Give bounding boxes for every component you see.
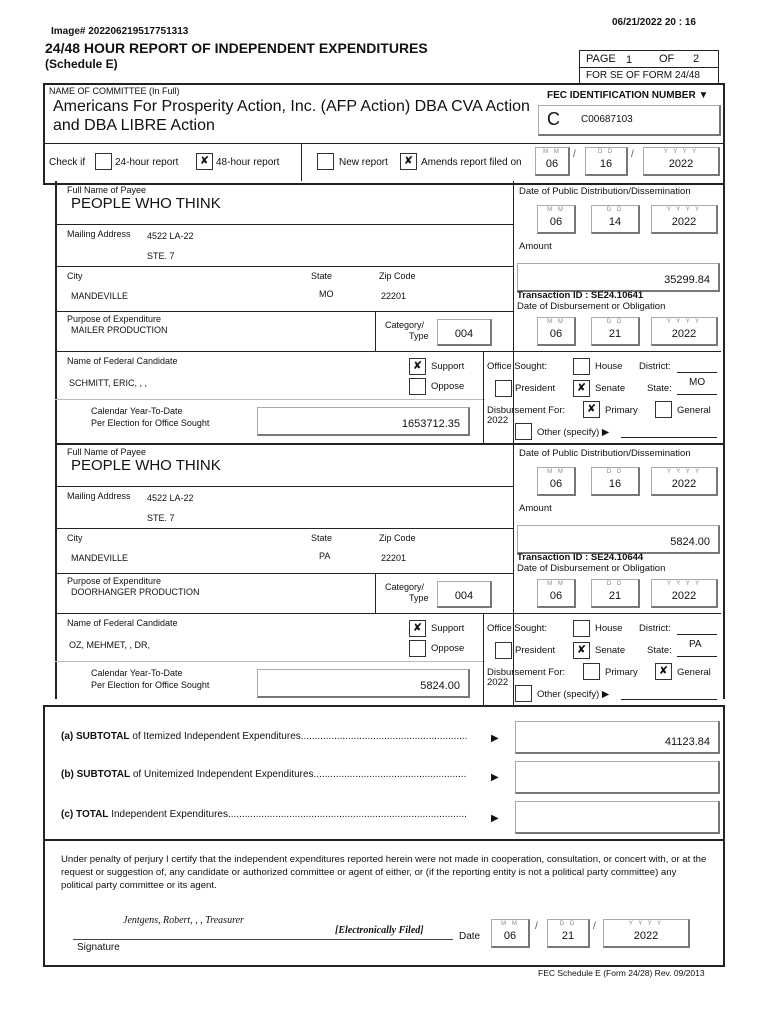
- check-if-label: Check if: [49, 157, 86, 168]
- subtotal-a-arrow: ▶: [491, 733, 499, 744]
- 48-hour-label: 48-hour report: [216, 157, 280, 168]
- category-value: 004: [454, 590, 474, 602]
- category-field[interactable]: [437, 581, 492, 608]
- general-checkbox[interactable]: [655, 401, 672, 418]
- page-number-box: [579, 50, 719, 84]
- type-label: Type: [409, 593, 429, 603]
- dist-mm-field[interactable]: [537, 205, 576, 234]
- disb-mm-field[interactable]: [537, 317, 576, 346]
- other-checkbox[interactable]: [515, 685, 532, 702]
- rule: [55, 613, 721, 614]
- other-label: Other (specify) ▶: [537, 689, 610, 700]
- total-c-field[interactable]: [515, 801, 720, 834]
- payee-label: Full Name of Payee: [67, 185, 147, 195]
- certification-text: Under penalty of perjury I certify that the independent expenditures reported herein were not made in cooperation, consultation, or concert with, or at the request or suggestion of, any candidate or authorized committee or agent of either, or (if the reporting entity is not a political party committee) any political party committee or its agent.: [61, 854, 707, 891]
- cytd-value: 1653712.35: [401, 418, 460, 430]
- rule: [55, 266, 513, 267]
- fec-prefix: C: [547, 109, 560, 129]
- city-label: City: [67, 533, 83, 543]
- rule: [621, 699, 717, 700]
- cytd-label1: Calendar Year-To-Date: [91, 668, 183, 678]
- fec-id-label: FEC IDENTIFICATION NUMBER ▼: [547, 90, 709, 101]
- president-checkbox[interactable]: [495, 380, 512, 397]
- cert-yyyy-field[interactable]: Y Y Y Y 2022: [603, 919, 690, 948]
- amount-value: 35299.84: [664, 274, 710, 286]
- primary-checkbox[interactable]: [583, 663, 600, 680]
- rule: [55, 528, 513, 529]
- zip-label: Zip Code: [379, 271, 416, 281]
- rule: [677, 394, 717, 395]
- page-total: 2: [693, 53, 700, 65]
- disb-mm-field-value: 06: [549, 590, 563, 602]
- cytd-label2: Per Election for Office Sought: [91, 680, 210, 690]
- dist-yyyy-field-value: 2022: [671, 478, 697, 490]
- dist-mm-field[interactable]: [537, 467, 576, 496]
- dist-dd-field-label: D D: [606, 207, 624, 213]
- purpose-value: DOORHANGER PRODUCTION: [71, 587, 200, 597]
- rule: [375, 573, 376, 613]
- zip-value: 22201: [381, 291, 407, 301]
- oppose-label: Oppose: [431, 381, 465, 392]
- rule: [55, 311, 513, 312]
- cytd-label1: Calendar Year-To-Date: [91, 406, 183, 416]
- zip-value: 22201: [381, 553, 407, 563]
- cert-dd-field[interactable]: D D 21: [547, 919, 590, 948]
- cytd-field[interactable]: [257, 407, 470, 436]
- page-of: OF: [659, 53, 675, 65]
- fec-id-field[interactable]: [538, 105, 721, 136]
- category-value: 004: [454, 328, 474, 340]
- category-field[interactable]: [437, 319, 492, 346]
- candidate-label: Name of Federal Candidate: [67, 618, 178, 628]
- dist-dd-field-label: D D: [606, 469, 624, 475]
- support-label: Support: [431, 623, 465, 634]
- disb-dd-field-value: 21: [608, 590, 622, 602]
- dist-date-label: Date of Public Distribution/Dissemination: [519, 186, 691, 197]
- cytd-value: 5824.00: [420, 680, 460, 692]
- other-checkbox[interactable]: [515, 423, 532, 440]
- disb-mm-field[interactable]: [537, 579, 576, 608]
- subtotal-b-field[interactable]: [515, 761, 720, 794]
- disb-date-label: Date of Disbursement or Obligation: [517, 563, 666, 574]
- cert-date-label: Date: [459, 931, 481, 942]
- form-footer: FEC Schedule E (Form 24/28) Rev. 09/2013: [538, 968, 705, 978]
- cert-mm-field[interactable]: M M 06: [491, 919, 530, 948]
- city-label: City: [67, 271, 83, 281]
- rule: [677, 634, 717, 635]
- rule: [55, 399, 485, 400]
- dist-dd-field-value: 14: [608, 216, 622, 228]
- disb-dd-field-label: D D: [606, 581, 624, 587]
- rule: [513, 181, 514, 443]
- amends-label: Amends report filed on: [421, 157, 522, 168]
- dist-dd-field-value: 16: [608, 478, 622, 490]
- dist-yyyy-field-label: Y Y Y Y: [666, 207, 702, 213]
- state-sought-label: State:: [647, 383, 672, 394]
- rule: [375, 311, 376, 351]
- disb-mm-field-label: M M: [547, 581, 565, 587]
- house-label: House: [595, 361, 623, 372]
- mailing-label: Mailing Address: [67, 229, 131, 239]
- page-subtitle: (Schedule E): [45, 57, 118, 71]
- senate-checkbox[interactable]: ✘: [573, 642, 590, 659]
- city-value: MANDEVILLE: [71, 291, 129, 301]
- committee-name-line1: Americans For Prosperity Action, Inc. (AFP Action) DBA CVA Action: [53, 98, 530, 115]
- house-label: House: [595, 623, 623, 634]
- support-label: Support: [431, 361, 465, 372]
- president-label: President: [515, 645, 556, 656]
- rule: [55, 573, 513, 574]
- rule: [513, 443, 514, 705]
- for-se-label: FOR SE OF FORM 24/48: [586, 70, 700, 81]
- oppose-checkbox[interactable]: [409, 378, 426, 395]
- state-sought-value: PA: [689, 639, 702, 650]
- amount-label: Amount: [519, 241, 552, 252]
- page-num: 1: [626, 54, 633, 66]
- fec-id: C00687103: [581, 114, 633, 125]
- dist-mm-field-value: 06: [549, 478, 563, 490]
- rule: [483, 613, 484, 705]
- new-report-label: New report: [339, 157, 388, 168]
- subtotal-b-label: (b) SUBTOTAL of Unitemized Independent Expenditures.......................................................: [61, 769, 467, 780]
- disb-yyyy-field-label: Y Y Y Y: [666, 581, 702, 587]
- disb-yyyy-field-value: 2022: [671, 328, 697, 340]
- office-sought-label: Office Sought:: [487, 361, 548, 372]
- candidate-name: SCHMITT, ERIC, , ,: [69, 378, 148, 388]
- address-line1: 4522 LA-22: [147, 493, 194, 503]
- senate-label: Senate: [595, 383, 626, 394]
- address-line2: STE. 7: [147, 251, 175, 261]
- amends-dd-field[interactable]: D D 16: [585, 147, 628, 176]
- amount-field[interactable]: [517, 525, 720, 554]
- zip-label: Zip Code: [379, 533, 416, 543]
- district-label: District:: [639, 361, 671, 372]
- candidate-label: Name of Federal Candidate: [67, 356, 178, 366]
- purpose-value: MAILER PRODUCTION: [71, 325, 168, 335]
- senate-checkbox[interactable]: ✘: [573, 380, 590, 397]
- committee-box: NAME OF COMMITTEE (In Full) Americans For Prosperity Action, Inc. (AFP Action) DBA CVA Action and DBA LIBRE Action FEC IDENTIFICATION NUMBER ▼ C C00687103 Check if 24-hour report ✘ 48-hour report New report ✘ Amends report filed on M M 06 / D D 16 / Y Y Y Y 2022: [43, 83, 725, 185]
- disb-dd-field[interactable]: [591, 579, 640, 608]
- subtotal-a-field[interactable]: 41123.84: [515, 721, 720, 754]
- general-checkbox[interactable]: ✘: [655, 663, 672, 680]
- state-value: PA: [319, 551, 331, 561]
- 48-hour-checkbox[interactable]: ✘: [196, 153, 213, 170]
- subtotal-a-label: (a) SUBTOTAL of Itemized Independent Expenditures............................................................: [61, 731, 468, 742]
- city-value: MANDEVILLE: [71, 553, 129, 563]
- transaction-id: Transaction ID : SE24.10641: [517, 290, 644, 301]
- page-title: 24/48 HOUR REPORT OF INDEPENDENT EXPENDITURES: [45, 40, 428, 56]
- rule: [677, 656, 717, 657]
- district-label: District:: [639, 623, 671, 634]
- type-label: Type: [409, 331, 429, 341]
- state-value: MO: [319, 289, 334, 299]
- state-sought-value: MO: [689, 377, 706, 388]
- house-checkbox[interactable]: [573, 358, 590, 375]
- new-report-checkbox[interactable]: [317, 153, 334, 170]
- rule: [483, 351, 484, 443]
- house-checkbox[interactable]: [573, 620, 590, 637]
- committee-name-line2: and DBA LIBRE Action: [53, 117, 215, 134]
- amends-mm-field[interactable]: M M 06: [535, 147, 570, 176]
- election-year: 2022: [487, 677, 509, 688]
- rule: [55, 351, 721, 352]
- amends-checkbox[interactable]: ✘: [400, 153, 417, 170]
- support-checkbox[interactable]: ✘: [409, 358, 426, 375]
- payee-name: PEOPLE WHO THINK: [71, 195, 221, 212]
- state-label: State: [311, 533, 333, 543]
- total-c-label: (c) TOTAL Independent Expenditures......................................................................................: [61, 809, 467, 820]
- oppose-label: Oppose: [431, 643, 465, 654]
- disb-yyyy-field[interactable]: [651, 579, 718, 608]
- entry-block: [55, 181, 721, 443]
- disb-dd-field-value: 21: [608, 328, 622, 340]
- rule: [55, 224, 513, 225]
- amount-label: Amount: [519, 503, 552, 514]
- signature-label: Signature: [77, 942, 120, 953]
- dist-date-label: Date of Public Distribution/Dissemination: [519, 448, 691, 459]
- dist-yyyy-field-value: 2022: [671, 216, 697, 228]
- address-line2: STE. 7: [147, 513, 175, 523]
- rule: [677, 372, 717, 373]
- disb-dd-field-label: D D: [606, 319, 624, 325]
- dist-mm-field-label: M M: [547, 469, 565, 475]
- purpose-label: Purpose of Expenditure: [67, 314, 162, 324]
- disb-for-label: Disbursement For:: [487, 405, 566, 416]
- disb-mm-field-value: 06: [549, 328, 563, 340]
- 24-hour-label: 24-hour report: [115, 157, 179, 168]
- dist-dd-field[interactable]: [591, 205, 640, 234]
- president-checkbox[interactable]: [495, 642, 512, 659]
- state-sought-label: State:: [647, 645, 672, 656]
- purpose-label: Purpose of Expenditure: [67, 576, 162, 586]
- office-sought-label: Office Sought:: [487, 623, 548, 634]
- amends-yyyy-field[interactable]: Y Y Y Y 2022: [643, 147, 720, 176]
- entry-block: [55, 443, 721, 705]
- dist-mm-field-label: M M: [547, 207, 565, 213]
- signer-name: Jentgens, Robert, , , Treasurer: [123, 915, 244, 926]
- dist-mm-field-value: 06: [549, 216, 563, 228]
- disb-yyyy-field[interactable]: [651, 317, 718, 346]
- disb-yyyy-field-label: Y Y Y Y: [666, 319, 702, 325]
- subtotal-b-arrow: ▶: [491, 772, 499, 783]
- subtotals-box: [43, 705, 725, 843]
- transaction-id: Transaction ID : SE24.10644: [517, 552, 644, 563]
- state-label: State: [311, 271, 333, 281]
- oppose-checkbox[interactable]: [409, 640, 426, 657]
- support-checkbox[interactable]: ✘: [409, 620, 426, 637]
- dist-yyyy-field-label: Y Y Y Y: [666, 469, 702, 475]
- dist-yyyy-field[interactable]: [651, 205, 718, 234]
- image-id: Image# 202206219517751313: [51, 26, 189, 37]
- dist-yyyy-field[interactable]: [651, 467, 718, 496]
- rule: [55, 661, 485, 662]
- senate-label: Senate: [595, 645, 626, 656]
- election-year: 2022: [487, 415, 509, 426]
- certification-box: Under penalty of perjury I certify that the independent expenditures reported herein were not made in cooperation, consultation, or concert with, or at the request or suggestion of, any candidate or authorized committee or agent of either, or (if the reporting entity is not a political party committee) any political party committee or its agent. Jentgens, Robert, , , Treasurer [Electronically Filed] Signature Date M M 06 / D D 21 / Y Y Y Y 2022: [43, 839, 725, 967]
- cytd-label2: Per Election for Office Sought: [91, 418, 210, 428]
- efiled-note: [Electronically Filed]: [335, 925, 424, 936]
- primary-checkbox[interactable]: ✘: [583, 401, 600, 418]
- payee-label: Full Name of Payee: [67, 447, 147, 457]
- disb-for-label: Disbursement For:: [487, 667, 566, 678]
- amount-field[interactable]: [517, 263, 720, 292]
- rule: [55, 486, 513, 487]
- cytd-field[interactable]: [257, 669, 470, 698]
- disb-yyyy-field-value: 2022: [671, 590, 697, 602]
- primary-label: Primary: [605, 667, 638, 678]
- amount-value: 5824.00: [670, 536, 710, 548]
- total-c-arrow: ▶: [491, 813, 499, 824]
- primary-label: Primary: [605, 405, 638, 416]
- payee-name: PEOPLE WHO THINK: [71, 457, 221, 474]
- candidate-name: OZ, MEHMET, , DR,: [69, 640, 150, 650]
- dist-dd-field[interactable]: [591, 467, 640, 496]
- committee-name-label: NAME OF COMMITTEE (In Full): [49, 86, 180, 96]
- mailing-label: Mailing Address: [67, 491, 131, 501]
- 24-hour-checkbox[interactable]: [95, 153, 112, 170]
- other-label: Other (specify) ▶: [537, 427, 610, 438]
- rule: [621, 437, 717, 438]
- page-label: PAGE: [586, 53, 616, 65]
- general-label: General: [677, 405, 711, 416]
- category-label: Category/: [385, 582, 425, 592]
- category-label: Category/: [385, 320, 425, 330]
- address-line1: 4522 LA-22: [147, 231, 194, 241]
- disb-dd-field[interactable]: [591, 317, 640, 346]
- disb-mm-field-label: M M: [547, 319, 565, 325]
- disb-date-label: Date of Disbursement or Obligation: [517, 301, 666, 312]
- timestamp: 06/21/2022 20 : 16: [612, 17, 696, 28]
- president-label: President: [515, 383, 556, 394]
- general-label: General: [677, 667, 711, 678]
